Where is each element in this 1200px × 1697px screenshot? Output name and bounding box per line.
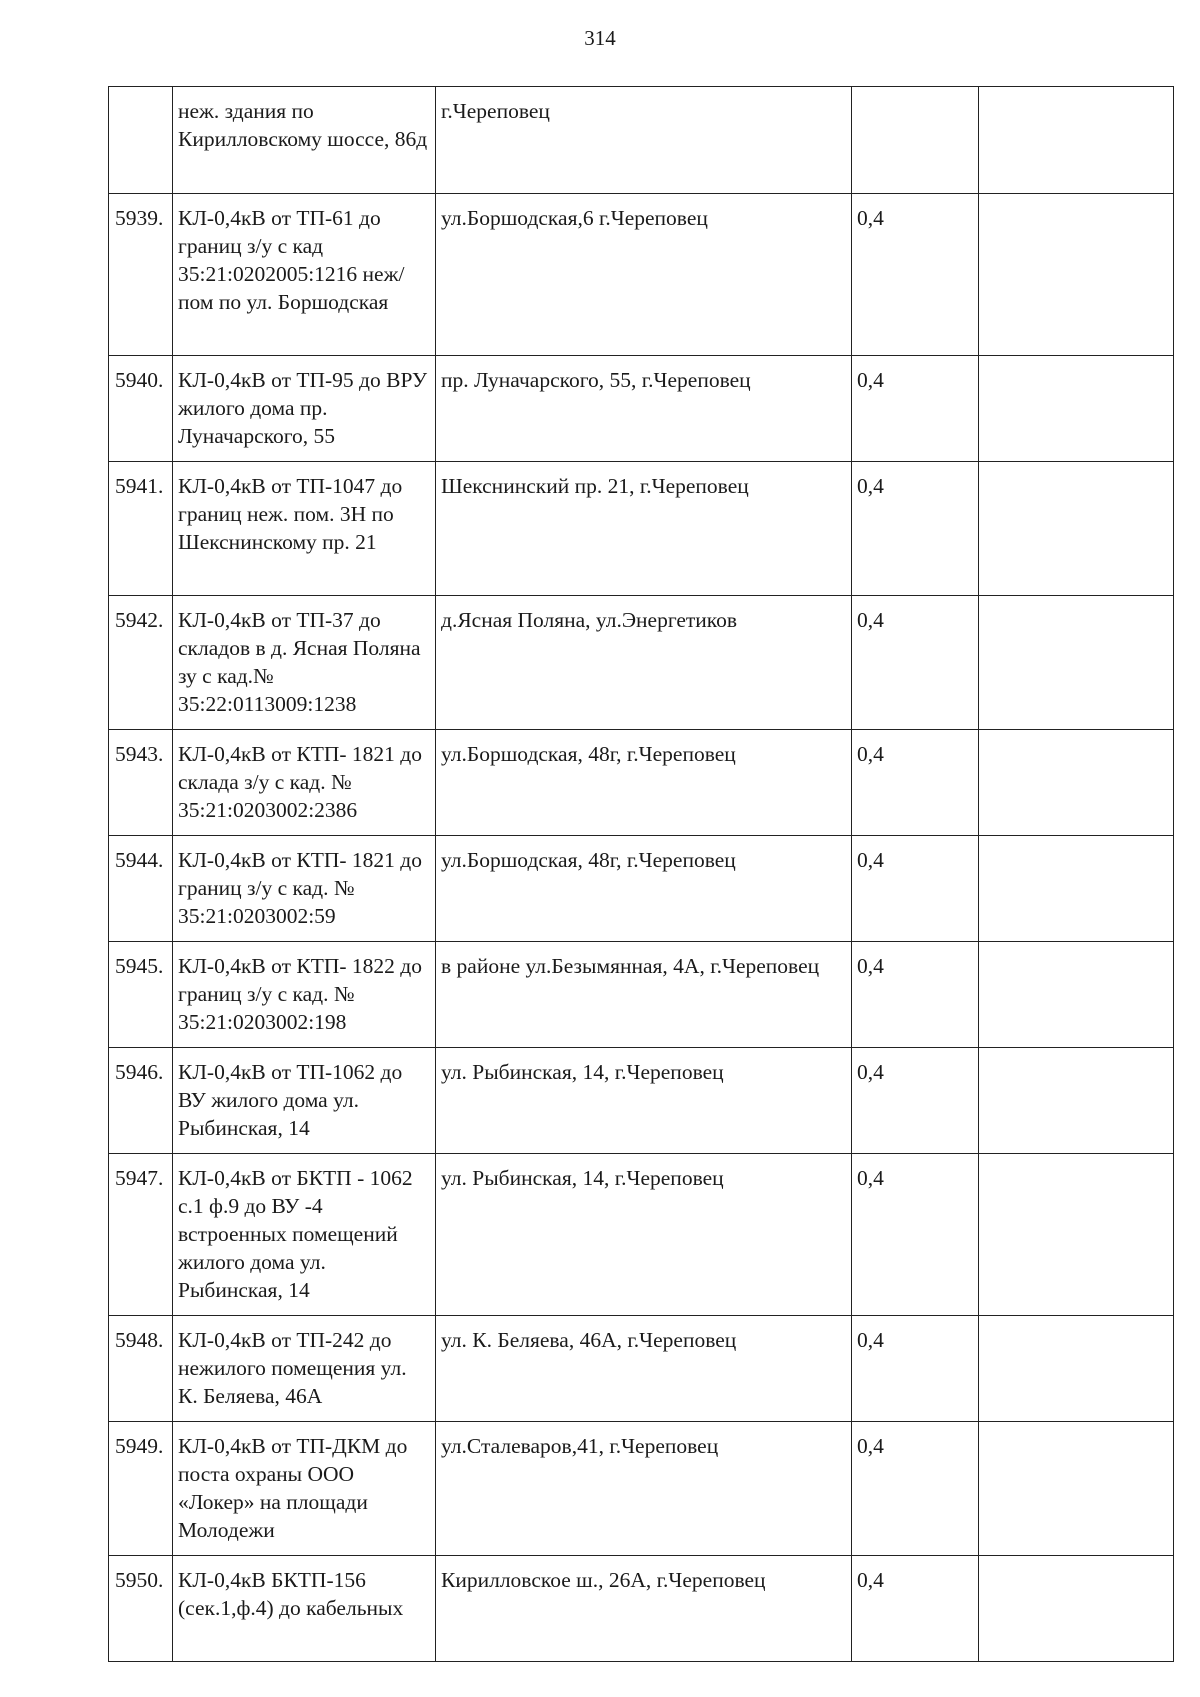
row-number: 5947.	[109, 1154, 173, 1316]
extra-cell	[979, 942, 1174, 1048]
object-name: КЛ-0,4кВ от ТП-ДКМ до поста охраны ООО «Локер» на площади Молодежи	[173, 1422, 436, 1556]
object-address: ул.Боршодская, 48г, г.Череповец	[436, 730, 852, 836]
registry-table	[108, 86, 1174, 1662]
object-address: ул.Сталеваров,41, г.Череповец	[436, 1422, 852, 1556]
row-number: 5940.	[109, 356, 173, 462]
voltage	[852, 87, 979, 194]
extra-cell	[979, 1154, 1174, 1316]
row-number: 5939.	[109, 194, 173, 356]
row-number: 5950.	[109, 1556, 173, 1662]
voltage: 0,4	[852, 462, 979, 596]
object-address: Шекснинский пр. 21, г.Череповец	[436, 462, 852, 596]
row-number: 5949.	[109, 1422, 173, 1556]
table-row	[109, 1422, 1174, 1556]
voltage: 0,4	[852, 1556, 979, 1662]
object-address: г.Череповец	[436, 87, 852, 194]
object-address: ул. Рыбинская, 14, г.Череповец	[436, 1154, 852, 1316]
object-name: КЛ-0,4кВ от ТП-95 до ВРУ жилого дома пр. Луначарского, 55	[173, 356, 436, 462]
voltage: 0,4	[852, 1154, 979, 1316]
voltage: 0,4	[852, 194, 979, 356]
row-number: 5945.	[109, 942, 173, 1048]
voltage: 0,4	[852, 356, 979, 462]
object-name: КЛ-0,4кВ от ТП-1047 до границ неж. пом. 3Н по Шекснинскому пр. 21	[173, 462, 436, 596]
table-row	[109, 836, 1174, 942]
extra-cell	[979, 1316, 1174, 1422]
object-name: КЛ-0,4кВ от КТП- 1821 до склада з/у с кад. № 35:21:0203002:2386	[173, 730, 436, 836]
object-address: в районе ул.Безымянная, 4А, г.Череповец	[436, 942, 852, 1048]
table-row	[109, 194, 1174, 356]
extra-cell	[979, 87, 1174, 194]
object-address: Кирилловское ш., 26А, г.Череповец	[436, 1556, 852, 1662]
row-number: 5941.	[109, 462, 173, 596]
object-address: ул.Боршодская, 48г, г.Череповец	[436, 836, 852, 942]
object-address: ул.Боршодская,6 г.Череповец	[436, 194, 852, 356]
row-number: 5948.	[109, 1316, 173, 1422]
object-address: пр. Луначарского, 55, г.Череповец	[436, 356, 852, 462]
table-row	[109, 1154, 1174, 1316]
object-address: ул. Рыбинская, 14, г.Череповец	[436, 1048, 852, 1154]
object-name: КЛ-0,4кВ от КТП- 1821 до границ з/у с кад. № 35:21:0203002:59	[173, 836, 436, 942]
voltage: 0,4	[852, 836, 979, 942]
voltage: 0,4	[852, 596, 979, 730]
row-number: 5946.	[109, 1048, 173, 1154]
extra-cell	[979, 194, 1174, 356]
extra-cell	[979, 1422, 1174, 1556]
extra-cell	[979, 836, 1174, 942]
voltage: 0,4	[852, 730, 979, 836]
extra-cell	[979, 356, 1174, 462]
object-name: КЛ-0,4кВ от БКТП - 1062 с.1 ф.9 до ВУ -4 встроенных помещений жилого дома ул. Рыбинская, 14	[173, 1154, 436, 1316]
extra-cell	[979, 730, 1174, 836]
voltage: 0,4	[852, 1316, 979, 1422]
table-row	[109, 1316, 1174, 1422]
object-address: д.Ясная Поляна, ул.Энергетиков	[436, 596, 852, 730]
voltage: 0,4	[852, 942, 979, 1048]
table-row	[109, 87, 1174, 194]
object-name: КЛ-0,4кВ БКТП-156 (сек.1,ф.4) до кабельных	[173, 1556, 436, 1662]
row-number: 5942.	[109, 596, 173, 730]
object-address: ул. К. Беляева, 46А, г.Череповец	[436, 1316, 852, 1422]
extra-cell	[979, 1556, 1174, 1662]
extra-cell	[979, 596, 1174, 730]
voltage: 0,4	[852, 1422, 979, 1556]
table-row	[109, 596, 1174, 730]
object-name: КЛ-0,4кВ от ТП-1062 до ВУ жилого дома ул. Рыбинская, 14	[173, 1048, 436, 1154]
page-number: 314	[584, 26, 616, 50]
table-row	[109, 942, 1174, 1048]
object-name: неж. здания по Кирилловскому шоссе, 86д	[173, 87, 436, 194]
table-row	[109, 730, 1174, 836]
table-row	[109, 1048, 1174, 1154]
row-number: 5943.	[109, 730, 173, 836]
object-name: КЛ-0,4кВ от КТП- 1822 до границ з/у с кад. № 35:21:0203002:198	[173, 942, 436, 1048]
extra-cell	[979, 1048, 1174, 1154]
table-row	[109, 356, 1174, 462]
object-name: КЛ-0,4кВ от ТП-242 до нежилого помещения ул. К. Беляева, 46А	[173, 1316, 436, 1422]
extra-cell	[979, 462, 1174, 596]
table-row	[109, 462, 1174, 596]
object-name: КЛ-0,4кВ от ТП-37 до складов в д. Ясная Поляна зу с кад.№ 35:22:0113009:1238	[173, 596, 436, 730]
row-number	[109, 87, 173, 194]
object-name: КЛ-0,4кВ от ТП-61 до границ з/у с кад 35:21:0202005:1216 неж/пом по ул. Боршодская	[173, 194, 436, 356]
table-row	[109, 1556, 1174, 1662]
voltage: 0,4	[852, 1048, 979, 1154]
row-number: 5944.	[109, 836, 173, 942]
